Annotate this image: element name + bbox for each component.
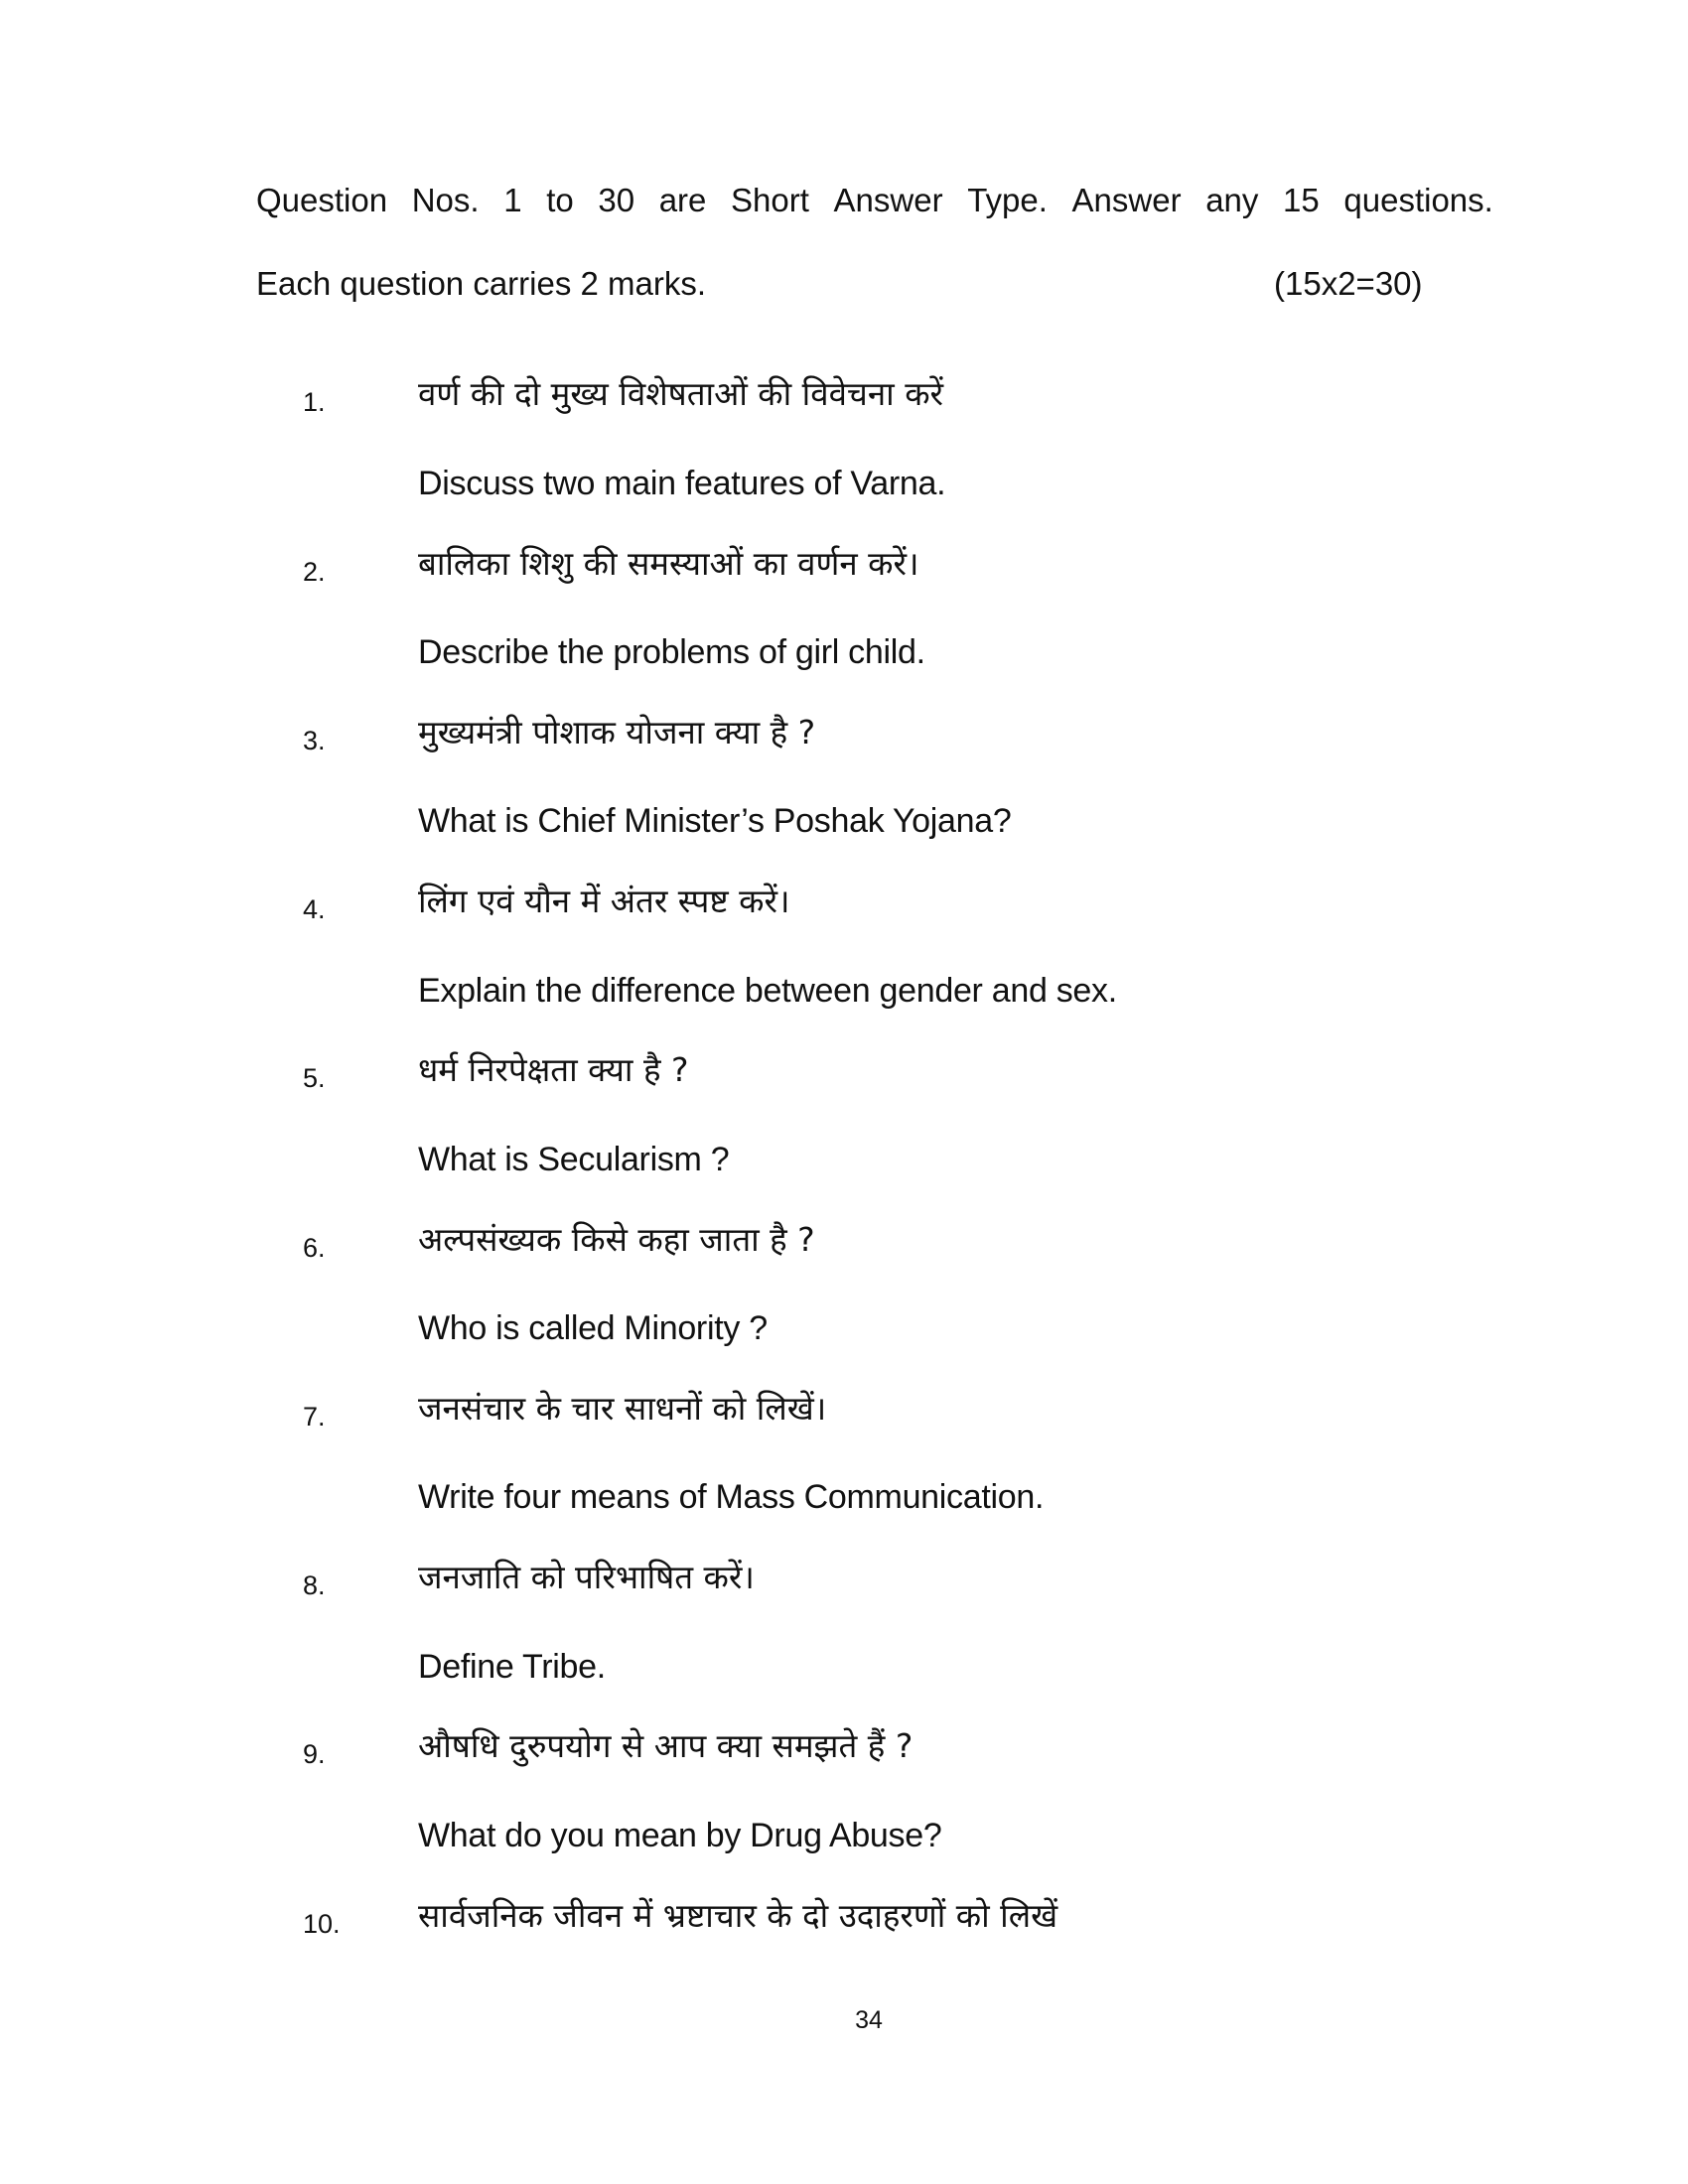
page-number: 34 xyxy=(855,2006,883,2034)
question-hindi: जनसंचार के चार साधनों को लिखें। xyxy=(418,1389,827,1428)
instruction-line-1 xyxy=(256,181,1493,220)
instruction-word: Nos. xyxy=(411,182,480,218)
question-number: 5. xyxy=(303,1063,326,1093)
instruction-word: Short xyxy=(731,182,809,218)
instruction-line-2: Each question carries 2 marks. xyxy=(256,265,707,302)
question-hindi: औषधि दुरुपयोग से आप क्या समझते हैं ? xyxy=(418,1726,914,1765)
question-english: What is Chief Minister’s Poshak Yojana? xyxy=(418,802,1012,840)
question-number: 10. xyxy=(303,1909,341,1939)
question-number: 9. xyxy=(303,1739,326,1769)
question-number: 6. xyxy=(303,1233,326,1263)
instruction-word: 1 xyxy=(503,182,522,218)
question-number: 4. xyxy=(303,894,326,924)
instruction-word: any xyxy=(1205,182,1259,218)
instruction-word: 30 xyxy=(598,182,635,218)
instruction-word: 15 xyxy=(1283,182,1320,218)
question-hindi: वर्ण की दो मुख्य विशेषताओं की विवेचना करें xyxy=(418,374,944,413)
instruction-word: to xyxy=(546,182,574,218)
question-hindi: धर्म निरपेक्षता क्या है ? xyxy=(418,1050,689,1089)
question-hindi: जनजाति को परिभाषित करें। xyxy=(418,1558,755,1596)
question-english: Explain the difference between gender and sex. xyxy=(418,972,1117,1010)
instruction-word: Answer xyxy=(1071,182,1182,218)
question-number: 8. xyxy=(303,1570,326,1600)
instruction-word: are xyxy=(658,182,707,218)
question-english: Write four means of Mass Communication. xyxy=(418,1478,1045,1516)
question-number: 7. xyxy=(303,1402,326,1432)
question-english: Discuss two main features of Varna. xyxy=(418,465,946,502)
question-hindi: अल्पसंख्यक किसे कहा जाता है ? xyxy=(418,1220,815,1259)
question-english: What do you mean by Drug Abuse? xyxy=(418,1817,942,1854)
question-number: 3. xyxy=(303,726,326,755)
question-english: Define Tribe. xyxy=(418,1648,606,1686)
question-number: 2. xyxy=(303,557,326,587)
question-number: 1. xyxy=(303,387,326,417)
instruction-word: Answer xyxy=(833,182,943,218)
question-hindi: बालिका शिशु की समस्याओं का वर्णन करें। xyxy=(418,544,919,583)
question-hindi: लिंग एवं यौन में अंतर स्पष्ट करें। xyxy=(418,882,790,920)
question-hindi: मुख्यमंत्री पोशाक योजना क्या है ? xyxy=(418,713,816,751)
question-english: Who is called Minority ? xyxy=(418,1309,768,1347)
marks-total: (15x2=30) xyxy=(1274,265,1423,302)
instruction-word: Type. xyxy=(967,182,1048,218)
instruction-word: Question xyxy=(256,182,388,218)
question-hindi: सार्वजनिक जीवन में भ्रष्टाचार के दो उदाहरणों को लिखें xyxy=(418,1896,1058,1935)
question-english: Describe the problems of girl child. xyxy=(418,633,925,671)
question-english: What is Secularism ? xyxy=(418,1141,730,1178)
instruction-word: questions. xyxy=(1343,182,1493,218)
